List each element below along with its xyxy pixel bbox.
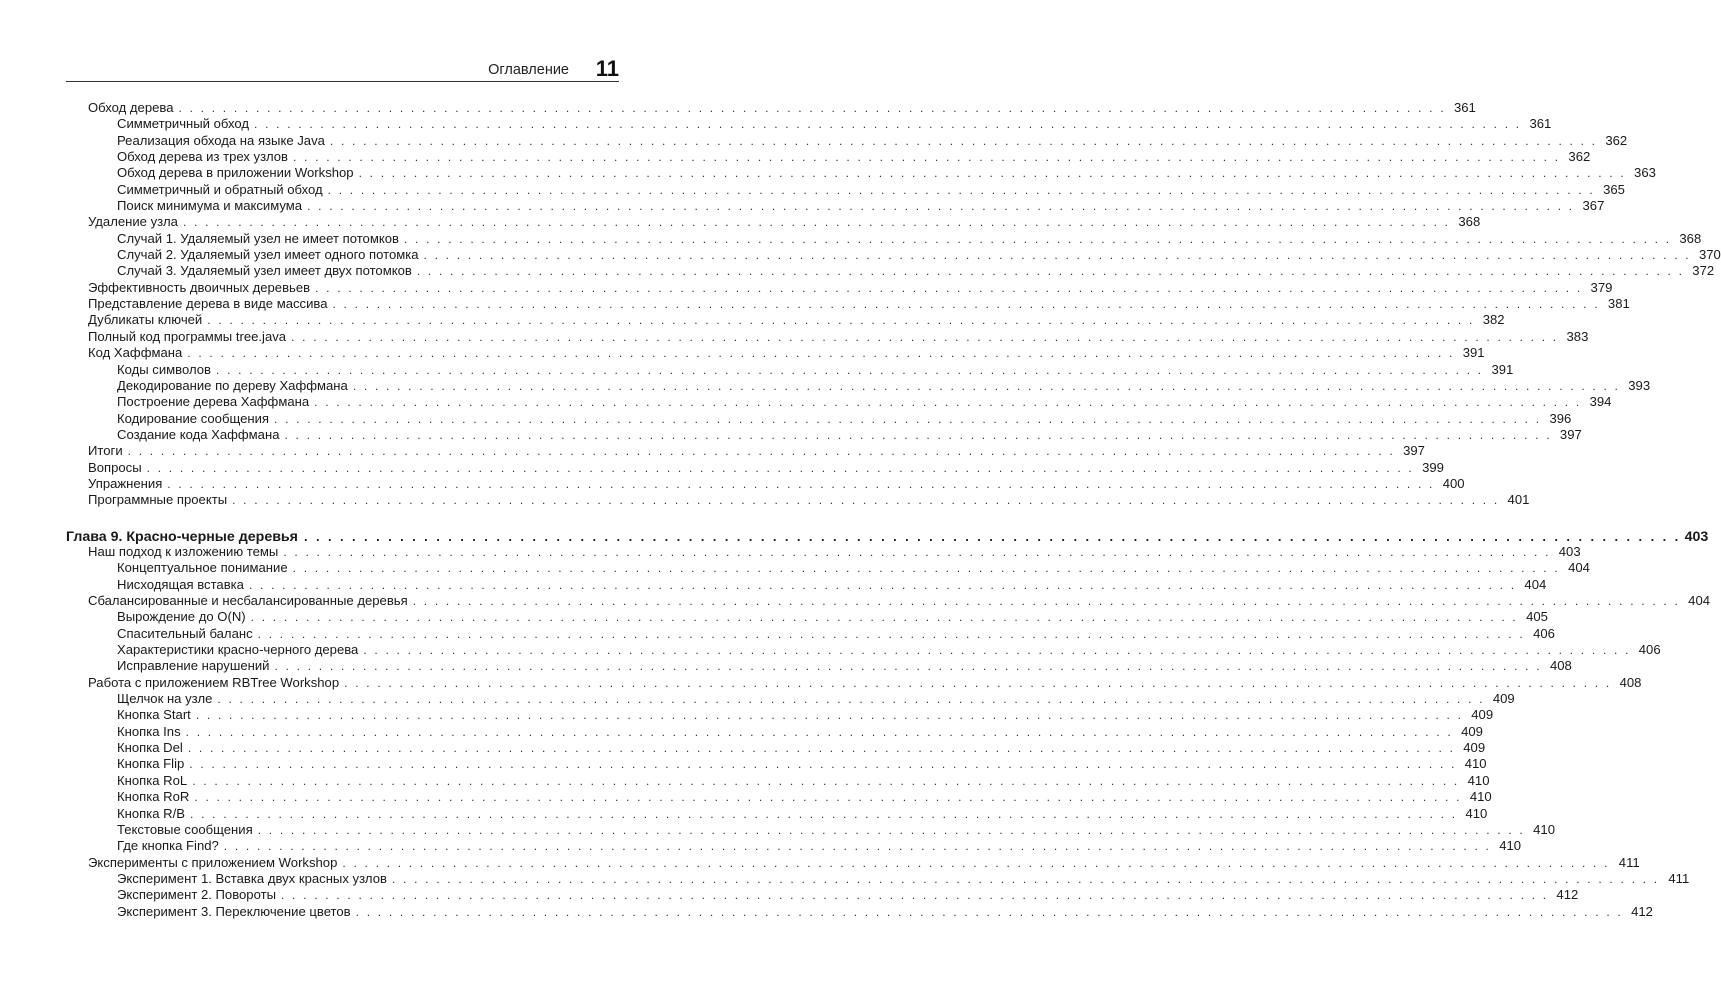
toc-entry-title: Концептуальное понимание: [117, 560, 288, 576]
toc-entry-title: Случай 2. Удаляемый узел имеет одного потомка: [117, 247, 419, 263]
toc-entry-page: 391: [1491, 361, 1514, 377]
toc-entry-title: Сбалансированные и несбалансированные деревья: [88, 593, 408, 609]
toc-entry[interactable]: [88, 903, 1653, 920]
leader-dots: . . . . . . . . . . . . . . . . . . . . . . . . . . . . . . . . . . . . . . . . . . . . . . . . . . . . . . . . . . . . . . . . . . . . . . . . . . . . . . . . . . . . . . . . . . . . . . . . . . . . . . . . . . . . . . . . . . .: [280, 888, 1549, 903]
toc-entry-page: 408: [1549, 658, 1572, 674]
toc-entry-page: 403: [1558, 544, 1581, 559]
toc-entry[interactable]: [88, 854, 1640, 871]
toc-entry[interactable]: [88, 772, 1490, 789]
toc-entry-title: Коды символов: [117, 361, 212, 377]
toc-section-red-black: [88, 544, 1711, 920]
toc-entry[interactable]: [88, 870, 1690, 887]
leader-dots: . . . . . . . . . . . . . . . . . . . . . . . . . . . . . . . . . . . . . . . . . . . . . . . . . . . . . . . . . . . . . . . . . . . . . . . . . . . . . . . . . . . . . . . . . . . . . . . . . . . . . . . . . . . . . . . . . . .: [363, 643, 1631, 658]
leader-dots: . . . . . . . . . . . . . . . . . . . . . . . . . . . . . . . . . . . . . . . . . . . . . . . . . . . . . . . . . . . . . . . . . . . . . . . . . . . . . . . . . . . . . . . . . . . . . . . . . . . . . . . . . . . . . . . . . . .: [187, 741, 1456, 756]
leader-dots: . . . . . . . . . . . . . . . . . . . . . . . . . . . . . . . . . . . . . . . . . . . . . . . . . . . . . . . . . . . . . . . . . . . . . . . . . . . . . . . . . . . . . . . . . . . . . . . . . . . . . . . . . . . . . . . . . . .: [416, 264, 1685, 279]
leader-dots: . . . . . . . . . . . . . . . . . . . . . . . . . . . . . . . . . . . . . . . . . . . . . . . . . . . . . . . . . . . . . . . . . . . . . . . . . . . . . . . . . . . . . . . . . . . . . . . . . . . . . . . . . . . . . . . . . . .: [257, 822, 1525, 837]
toc-entry[interactable]: [88, 426, 1582, 443]
leader-dots: . . . . . . . . . . . . . . . . . . . . . . . . . . . . . . . . . . . . . . . . . . . . . . . . . . . . . . . . . . . . . . . . . . . . . . . . . . . . . . . . . . . . . . . . . . . . . . . . . . . . . . . . . . . . . . . . . . .: [291, 329, 1559, 344]
toc-entry-page: 410: [1467, 772, 1490, 788]
toc-entry[interactable]: [88, 165, 1656, 181]
leader-dots: . . . . . . . . . . . . . . . . . . . . . . . . . . . . . . . . . . . . . . . . . . . . . . . . . . . . . . . . . . . . . . . . . . . . . . . . . . . . . . . . . . . . . . . . . . . . . . . . . . . . . . . . . . . . . . . . . . .: [195, 708, 1464, 723]
toc-entry-page: 393: [1628, 377, 1651, 393]
toc-entry-title: Построение дерева Хаффмана: [117, 394, 310, 410]
toc-entry-title: Создание кода Хаффмана: [117, 426, 280, 442]
toc-entry[interactable]: [88, 296, 1630, 312]
toc-entry-page: 368: [1679, 230, 1702, 246]
toc-entry-page: 410: [1465, 805, 1488, 821]
leader-dots: . . . . . . . . . . . . . . . . . . . . . . . . . . . . . . . . . . . . . . . . . . . . . . . . . . . . . . . . . . . . . . . . . . . . . . . . . . . . . . . . . . . . . . . . . . . . . . . . . . . . . . . . . . . . . . . . . . .: [185, 724, 1453, 739]
toc-entry-page: 404: [1688, 593, 1711, 609]
toc-entry-title: Обход дерева в приложении Workshop: [117, 165, 354, 181]
toc-entry-page: 409: [1463, 740, 1486, 756]
toc-entry-page: 410: [1464, 756, 1487, 772]
toc-entry[interactable]: [88, 345, 1485, 361]
toc-entry-title: Исправление нарушений: [117, 658, 270, 674]
chapter-title: Глава 9. Красно-черные деревья: [66, 529, 298, 545]
toc-entry-page: 397: [1559, 426, 1582, 442]
toc-entry[interactable]: [88, 312, 1505, 328]
toc-entry[interactable]: [88, 230, 1702, 247]
leader-dots: . . . . . . . . . . . . . . . . . . . . . . . . . . . . . . . . . . . . . . . . . . . . . . . . . . . . . . . . . . . . . . . . . . . . . . . . . . . . . . . . . . . . . . . . . . . . . . . . . . . . . . . . . . . . . . . . . . .: [217, 692, 1485, 707]
toc-entry-title: Реализация обхода на языке Java: [117, 132, 325, 148]
toc-entry[interactable]: [88, 642, 1661, 658]
toc-entry[interactable]: [88, 609, 1548, 625]
toc-entry-page: 412: [1631, 903, 1653, 919]
leader-dots: . . . . . . . . . . . . . . . . . . . . . . . . . . . . . . . . . . . . . . . . . . . . . . . . . . . . . . . . . . . . . . . . . . . . . . . . . . . . . . . . . . . . . . . . . . . . . . . . . . . . . . . . . . . . . . . . . . .: [127, 444, 1395, 459]
leader-dots: . . . . . . . . . . . . . . . . . . . . . . . . . . . . . . . . . . . . . . . . . . . . . . . . . . . . . . . . . . . . . . . . . . . . . . . . . . . . . . . . . . . . . . . . . . . . . . . . . . . . . . . . . . . . . . . . . . .: [254, 117, 1522, 132]
leader-dots: . . . . . . . . . . . . . . . . . . . . . . . . . . . . . . . . . . . . . . . . . . . . . . . . . . . . . . . . . . . . . . . . . . . . . . . . . . . . . . . . . . . . . . . . . . . . . . . . . . . . . . . . . . . . . . . . . . .: [303, 529, 1681, 544]
toc-entry-title: Обход дерева: [88, 100, 174, 115]
toc-entry-title: Кнопка RoR: [117, 789, 190, 805]
toc-entry-page: 408: [1619, 674, 1642, 690]
toc-entry-page: 379: [1590, 279, 1613, 295]
toc-entry-title: Щелчок на узле: [117, 691, 213, 707]
toc-entry-page: 367: [1582, 198, 1605, 214]
toc-entry[interactable]: [88, 838, 1522, 854]
toc-entry-page: 406: [1638, 642, 1661, 658]
toc-entry-page: 383: [1566, 328, 1589, 344]
toc-entry-title: Вырождение до O(N): [117, 609, 246, 625]
leader-dots: . . . . . . . . . . . . . . . . . . . . . . . . . . . . . . . . . . . . . . . . . . . . . . . . . . . . . . . . . . . . . . . . . . . . . . . . . . . . . . . . . . . . . . . . . . . . . . . . . . . . . . . . . . . . . . . . . . .: [207, 313, 1475, 328]
toc-entry-page: 410: [1533, 821, 1555, 837]
toc-entry-title: Работа с приложением RBTree Workshop: [88, 674, 340, 690]
leader-dots: . . . . . . . . . . . . . . . . . . . . . . . . . . . . . . . . . . . . . . . . . . . . . . . . . . . . . . . . . . . . . . . . . . . . . . . . . . . . . . . . . . . . . . . . . . . . . . . . . . . . . . . . . . . . . . . . . . .: [391, 871, 1660, 886]
toc-entry[interactable]: [88, 214, 1481, 230]
toc-entry-title: Кнопка Ins: [117, 723, 181, 739]
toc-entry[interactable]: [88, 789, 1492, 805]
toc-entry[interactable]: [88, 560, 1590, 576]
toc-entry-title: Поиск минимума и максимума: [117, 198, 303, 214]
leader-dots: . . . . . . . . . . . . . . . . . . . . . . . . . . . . . . . . . . . . . . . . . . . . . . . . . . . . . . . . . . . . . . . . . . . . . . . . . . . . . . . . . . . . . . . . . . . . . . . . . . . . . . . . . . . . . . . . . . .: [250, 610, 1518, 625]
leader-dots: . . . . . . . . . . . . . . . . . . . . . . . . . . . . . . . . . . . . . . . . . . . . . . . . . . . . . . . . . . . . . . . . . . . . . . . . . . . . . . . . . . . . . . . . . . . . . . . . . . . . . . . . . . . . . . . . . . .: [327, 182, 1595, 197]
leader-dots: . . . . . . . . . . . . . . . . . . . . . . . . . . . . . . . . . . . . . . . . . . . . . . . . . . . . . . . . . . . . . . . . . . . . . . . . . . . . . . . . . . . . . . . . . . . . . . . . . . . . . . . . . . . . . . . . . . .: [232, 493, 1500, 508]
toc-entry-page: 361: [1453, 100, 1476, 115]
leader-dots: . . . . . . . . . . . . . . . . . . . . . . . . . . . . . . . . . . . . . . . . . . . . . . . . . . . . . . . . . . . . . . . . . . . . . . . . . . . . . . . . . . . . . . . . . . . . . . . . . . . . . . . . . . . . . . . . . . .: [292, 561, 1560, 576]
toc-entry-page: 381: [1607, 296, 1630, 312]
leader-dots: . . . . . . . . . . . . . . . . . . . . . . . . . . . . . . . . . . . . . . . . . . . . . . . . . . . . . . . . . . . . . . . . . . . . . . . . . . . . . . . . . . . . . . . . . . . . . . . . . . . . . . . . . . . . . . . . . . .: [187, 346, 1455, 361]
leader-dots: . . . . . . . . . . . . . . . . . . . . . . . . . . . . . . . . . . . . . . . . . . . . . . . . . . . . . . . . . . . . . . . . . . . . . . . . . . . . . . . . . . . . . . . . . . . . . . . . . . . . . . . . . . . . . . . . . . .: [355, 904, 1623, 919]
toc-entry-title: Код Хаффмана: [88, 345, 183, 361]
toc-entry-page: 404: [1568, 560, 1590, 576]
running-title: Оглавление: [488, 62, 569, 78]
toc-entry-title: Где кнопка Find?: [117, 838, 219, 854]
toc-entry-title: Программные проекты: [88, 492, 228, 508]
toc-entry[interactable]: [88, 475, 1465, 492]
leader-dots: . . . . . . . . . . . . . . . . . . . . . . . . . . . . . . . . . . . . . . . . . . . . . . . . . . . . . . . . . . . . . . . . . . . . . . . . . . . . . . . . . . . . . . . . . . . . . . . . . . . . . . . . . . . . . . . . . . .: [167, 476, 1435, 491]
toc-entry-title: Эксперимент 2. Повороты: [117, 887, 276, 903]
toc-entry-title: Дубликаты ключей: [88, 312, 203, 328]
leader-dots: . . . . . . . . . . . . . . . . . . . . . . . . . . . . . . . . . . . . . . . . . . . . . . . . . . . . . . . . . . . . . . . . . . . . . . . . . . . . . . . . . . . . . . . . . . . . . . . . . . . . . . . . . . . . . . . . . . .: [274, 659, 1542, 674]
toc-entry-page: 397: [1403, 443, 1425, 459]
toc-entry-title: Наш подход к изложению темы: [88, 544, 279, 559]
leader-dots: . . . . . . . . . . . . . . . . . . . . . . . . . . . . . . . . . . . . . . . . . . . . . . . . . . . . . . . . . . . . . . . . . . . . . . . . . . . . . . . . . . . . . . . . . . . . . . . . . . . . . . . . . . . . . . . . . . .: [194, 790, 1462, 805]
toc-entry[interactable]: [88, 181, 1625, 198]
leader-dots: . . . . . . . . . . . . . . . . . . . . . . . . . . . . . . . . . . . . . . . . . . . . . . . . . . . . . . . . . . . . . . . . . . . . . . . . . . . . . . . . . . . . . . . . . . . . . . . . . . . . . . . . . . . . . . . . . . .: [274, 411, 1542, 426]
leader-dots: . . . . . . . . . . . . . . . . . . . . . . . . . . . . . . . . . . . . . . . . . . . . . . . . . . . . . . . . . . . . . . . . . . . . . . . . . . . . . . . . . . . . . . . . . . . . . . . . . . . . . . . . . . . . . . . . . . .: [178, 101, 1446, 115]
toc-section-trees: [88, 100, 1721, 509]
toc-entry[interactable]: [88, 198, 1605, 214]
leader-dots: . . . . . . . . . . . . . . . . . . . . . . . . . . . . . . . . . . . . . . . . . . . . . . . . . . . . . . . . . . . . . . . . . . . . . . . . . . . . . . . . . . . . . . . . . . . . . . . . . . . . . . . . . . . . . . . . . . .: [342, 855, 1610, 870]
header-divider: [66, 81, 619, 82]
leader-dots: . . . . . . . . . . . . . . . . . . . . . . . . . . . . . . . . . . . . . . . . . . . . . . . . . . . . . . . . . . . . . . . . . . . . . . . . . . . . . . . . . . . . . . . . . . . . . . . . . . . . . . . . . . . . . . . . . . .: [352, 378, 1621, 393]
toc-entry[interactable]: [88, 723, 1483, 740]
toc-entry-title: Кнопка Start: [117, 707, 191, 723]
toc-entry-title: Текстовые сообщения: [117, 821, 253, 837]
toc-entry[interactable]: [88, 625, 1555, 642]
leader-dots: . . . . . . . . . . . . . . . . . . . . . . . . . . . . . . . . . . . . . . . . . . . . . . . . . . . . . . . . . . . . . . . . . . . . . . . . . . . . . . . . . . . . . . . . . . . . . . . . . . . . . . . . . . . . . . . . . . .: [223, 839, 1492, 854]
toc-entry-title: Спасительный баланс: [117, 625, 253, 641]
toc-entry-page: 391: [1462, 345, 1485, 361]
toc-entry-page: 363: [1634, 165, 1656, 181]
toc-entry-title: Обход дерева из трех узлов: [117, 149, 288, 165]
toc-entry-title: Случай 3. Удаляемый узел имеет двух потомков: [117, 263, 412, 279]
page-header: [66, 56, 619, 84]
toc-entry-title: Кодирование сообщения: [117, 410, 269, 426]
toc-entry-title: Эффективность двоичных деревьев: [88, 279, 311, 295]
toc-entry-title: Итоги: [88, 443, 123, 459]
toc-entry[interactable]: [88, 576, 1547, 593]
toc-entry-page: 400: [1442, 475, 1465, 491]
toc-entry-page: 405: [1526, 609, 1548, 625]
toc-entry-title: Эксперимент 1. Вставка двух красных узлов: [117, 870, 387, 886]
toc-entry-title: Кнопка RoL: [117, 772, 188, 788]
leader-dots: . . . . . . . . . . . . . . . . . . . . . . . . . . . . . . . . . . . . . . . . . . . . . . . . . . . . . . . . . . . . . . . . . . . . . . . . . . . . . . . . . . . . . . . . . . . . . . . . . . . . . . . . . . . . . . . . . . .: [403, 231, 1672, 246]
toc-entry[interactable]: [88, 658, 1572, 674]
toc-entry-page: 410: [1499, 838, 1522, 854]
toc-entry-title: Вопросы: [88, 459, 142, 475]
toc-entry[interactable]: [88, 593, 1711, 609]
leader-dots: . . . . . . . . . . . . . . . . . . . . . . . . . . . . . . . . . . . . . . . . . . . . . . . . . . . . . . . . . . . . . . . . . . . . . . . . . . . . . . . . . . . . . . . . . . . . . . . . . . . . . . . . . . . . . . . . . . .: [423, 248, 1691, 263]
leader-dots: . . . . . . . . . . . . . . . . . . . . . . . . . . . . . . . . . . . . . . . . . . . . . . . . . . . . . . . . . . . . . . . . . . . . . . . . . . . . . . . . . . . . . . . . . . . . . . . . . . . . . . . . . . . . . . . . . . .: [307, 199, 1575, 214]
leader-dots: . . . . . . . . . . . . . . . . . . . . . . . . . . . . . . . . . . . . . . . . . . . . . . . . . . . . . . . . . . . . . . . . . . . . . . . . . . . . . . . . . . . . . . . . . . . . . . . . . . . . . . . . . . . . . . . . . . .: [192, 773, 1460, 788]
toc-entry[interactable]: [88, 674, 1642, 691]
toc-entry-page: 396: [1549, 410, 1572, 426]
toc-entry-page: 399: [1422, 459, 1444, 475]
toc-entry-page: 401: [1507, 492, 1530, 508]
leader-dots: . . . . . . . . . . . . . . . . . . . . . . . . . . . . . . . . . . . . . . . . . . . . . . . . . . . . . . . . . . . . . . . . . . . . . . . . . . . . . . . . . . . . . . . . . . . . . . . . . . . . . . . . . . . . . . . . . . .: [182, 215, 1451, 230]
toc-entry-page: 365: [1603, 181, 1625, 197]
toc-entry-title: Удаление узла: [88, 214, 178, 230]
toc-entry-page: 411: [1618, 854, 1640, 870]
toc-entry[interactable]: [88, 279, 1613, 296]
toc-entry-title: Декодирование по дереву Хаффмана: [117, 377, 348, 393]
toc-entry[interactable]: [88, 116, 1552, 132]
toc-entry-title: Эксперименты с приложением Workshop: [88, 854, 338, 870]
leader-dots: . . . . . . . . . . . . . . . . . . . . . . . . . . . . . . . . . . . . . . . . . . . . . . . . . . . . . . . . . . . . . . . . . . . . . . . . . . . . . . . . . . . . . . . . . . . . . . . . . . . . . . . . . . . . . . . . . . .: [332, 297, 1600, 312]
toc-entry[interactable]: [88, 707, 1494, 723]
toc-entry[interactable]: [88, 459, 1444, 476]
leader-dots: . . . . . . . . . . . . . . . . . . . . . . . . . . . . . . . . . . . . . . . . . . . . . . . . . . . . . . . . . . . . . . . . . . . . . . . . . . . . . . . . . . . . . . . . . . . . . . . . . . . . . . . . . . . . . . . . . . .: [292, 150, 1561, 165]
toc-entry-page: 409: [1461, 723, 1483, 739]
leader-dots: . . . . . . . . . . . . . . . . . . . . . . . . . . . . . . . . . . . . . . . . . . . . . . . . . . . . . . . . . . . . . . . . . . . . . . . . . . . . . . . . . . . . . . . . . . . . . . . . . . . . . . . . . . . . . . . . . . .: [412, 594, 1681, 609]
leader-dots: . . . . . . . . . . . . . . . . . . . . . . . . . . . . . . . . . . . . . . . . . . . . . . . . . . . . . . . . . . . . . . . . . . . . . . . . . . . . . . . . . . . . . . . . . . . . . . . . . . . . . . . . . . . . . . . . . . .: [329, 133, 1598, 148]
leader-dots: . . . . . . . . . . . . . . . . . . . . . . . . . . . . . . . . . . . . . . . . . . . . . . . . . . . . . . . . . . . . . . . . . . . . . . . . . . . . . . . . . . . . . . . . . . . . . . . . . . . . . . . . . . . . . . . . . . .: [216, 362, 1484, 377]
toc-entry-page: 362: [1568, 149, 1591, 165]
toc-entry-page: 362: [1605, 132, 1628, 148]
toc-entry[interactable]: [88, 361, 1514, 378]
toc-entry-page: 409: [1492, 691, 1515, 707]
leader-dots: . . . . . . . . . . . . . . . . . . . . . . . . . . . . . . . . . . . . . . . . . . . . . . . . . . . . . . . . . . . . . . . . . . . . . . . . . . . . . . . . . . . . . . . . . . . . . . . . . . . . . . . . . . . . . . . . . . .: [190, 806, 1458, 821]
toc-entry-page: 368: [1458, 214, 1481, 230]
toc-entry[interactable]: [88, 149, 1591, 165]
toc-entry[interactable]: [88, 328, 1589, 345]
toc-entry[interactable]: [88, 377, 1651, 394]
toc-entry-title: Кнопка Del: [117, 740, 183, 756]
leader-dots: . . . . . . . . . . . . . . . . . . . . . . . . . . . . . . . . . . . . . . . . . . . . . . . . . . . . . . . . . . . . . . . . . . . . . . . . . . . . . . . . . . . . . . . . . . . . . . . . . . . . . . . . . . . . . . . . . . .: [283, 545, 1551, 559]
chapter-page: 403: [1684, 529, 1709, 545]
toc-entry[interactable]: [88, 443, 1425, 459]
toc-entry-page: 411: [1668, 870, 1690, 886]
toc-entry-title: Кнопка R/B: [117, 805, 185, 821]
toc-entry-page: 409: [1471, 707, 1494, 723]
toc-entry[interactable]: [88, 805, 1488, 822]
toc-entry-page: 412: [1556, 887, 1579, 903]
toc-entry-title: Эксперимент 3. Переключение цветов: [117, 903, 351, 919]
toc-entry[interactable]: [88, 394, 1612, 410]
toc-entry-title: Кнопка Flip: [117, 756, 185, 772]
toc-entry-title: Нисходящая вставка: [117, 576, 244, 592]
leader-dots: . . . . . . . . . . . . . . . . . . . . . . . . . . . . . . . . . . . . . . . . . . . . . . . . . . . . . . . . . . . . . . . . . . . . . . . . . . . . . . . . . . . . . . . . . . . . . . . . . . . . . . . . . . . . . . . . . . .: [314, 395, 1582, 410]
leader-dots: . . . . . . . . . . . . . . . . . . . . . . . . . . . . . . . . . . . . . . . . . . . . . . . . . . . . . . . . . . . . . . . . . . . . . . . . . . . . . . . . . . . . . . . . . . . . . . . . . . . . . . . . . . . . . . . . . . .: [146, 460, 1414, 475]
toc-entry[interactable]: [88, 544, 1581, 560]
toc-entry-title: Упражнения: [88, 475, 163, 491]
toc-entry[interactable]: [88, 132, 1628, 149]
leader-dots: . . . . . . . . . . . . . . . . . . . . . . . . . . . . . . . . . . . . . . . . . . . . . . . . . . . . . . . . . . . . . . . . . . . . . . . . . . . . . . . . . . . . . . . . . . . . . . . . . . . . . . . . . . . . . . . . . . .: [248, 577, 1517, 592]
leader-dots: . . . . . . . . . . . . . . . . . . . . . . . . . . . . . . . . . . . . . . . . . . . . . . . . . . . . . . . . . . . . . . . . . . . . . . . . . . . . . . . . . . . . . . . . . . . . . . . . . . . . . . . . . . . . . . . . . . .: [257, 626, 1525, 641]
toc-entry[interactable]: [88, 740, 1486, 756]
toc-entry[interactable]: [88, 887, 1579, 903]
leader-dots: . . . . . . . . . . . . . . . . . . . . . . . . . . . . . . . . . . . . . . . . . . . . . . . . . . . . . . . . . . . . . . . . . . . . . . . . . . . . . . . . . . . . . . . . . . . . . . . . . . . . . . . . . . . . . . . . . . .: [284, 427, 1552, 442]
toc-entry[interactable]: [88, 263, 1715, 279]
leader-dots: . . . . . . . . . . . . . . . . . . . . . . . . . . . . . . . . . . . . . . . . . . . . . . . . . . . . . . . . . . . . . . . . . . . . . . . . . . . . . . . . . . . . . . . . . . . . . . . . . . . . . . . . . . . . . . . . . . .: [358, 166, 1626, 181]
toc-entry[interactable]: [88, 492, 1530, 508]
leader-dots: . . . . . . . . . . . . . . . . . . . . . . . . . . . . . . . . . . . . . . . . . . . . . . . . . . . . . . . . . . . . . . . . . . . . . . . . . . . . . . . . . . . . . . . . . . . . . . . . . . . . . . . . . . . . . . . . . . .: [344, 675, 1612, 690]
toc-entry[interactable]: [88, 410, 1572, 427]
toc-entry-title: Характеристики красно-черного дерева: [117, 642, 359, 658]
toc-entry-page: 406: [1533, 625, 1555, 641]
toc-entry-page: 372: [1692, 263, 1715, 279]
leader-dots: . . . . . . . . . . . . . . . . . . . . . . . . . . . . . . . . . . . . . . . . . . . . . . . . . . . . . . . . . . . . . . . . . . . . . . . . . . . . . . . . . . . . . . . . . . . . . . . . . . . . . . . . . . . . . . . . . . .: [315, 280, 1583, 295]
toc-entry-title: Представление дерева в виде массива: [88, 296, 328, 312]
toc-entry[interactable]: [88, 821, 1555, 838]
toc-entry-page: 394: [1589, 394, 1612, 410]
toc-entry-title: Случай 1. Удаляемый узел не имеет потомков: [117, 230, 399, 246]
toc-entry-title: Симметричный обход: [117, 116, 250, 132]
toc-entry[interactable]: [88, 691, 1515, 707]
leader-dots: . . . . . . . . . . . . . . . . . . . . . . . . . . . . . . . . . . . . . . . . . . . . . . . . . . . . . . . . . . . . . . . . . . . . . . . . . . . . . . . . . . . . . . . . . . . . . . . . . . . . . . . . . . . . . . . . . . .: [189, 757, 1457, 772]
toc-entry-title: Полный код программы tree.java: [88, 328, 287, 344]
toc-entry[interactable]: [88, 247, 1721, 263]
toc-entry-page: 404: [1524, 576, 1547, 592]
toc-entry[interactable]: [88, 756, 1487, 772]
toc-entry-page: 370: [1698, 247, 1721, 263]
toc-entry-page: 361: [1529, 116, 1552, 132]
toc-entry-page: 382: [1482, 312, 1505, 328]
toc-entry-title: Симметричный и обратный обход: [117, 181, 323, 197]
page-number: 11: [595, 56, 619, 81]
toc-entry[interactable]: [88, 100, 1476, 116]
toc-entry-page: 410: [1469, 789, 1492, 805]
